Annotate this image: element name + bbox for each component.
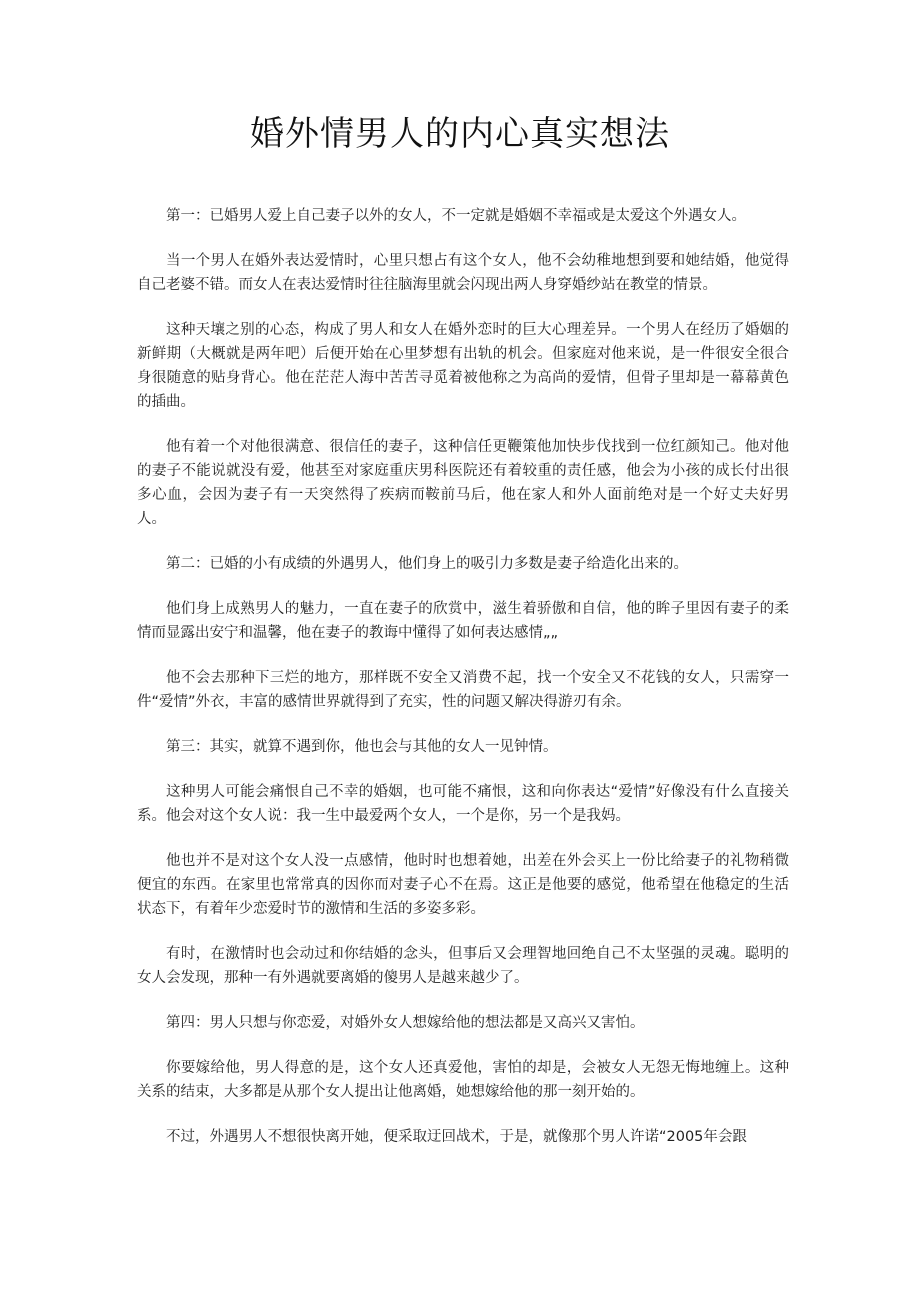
paragraph: 第一：已婚男人爱上自己妻子以外的女人，不一定就是婚姻不幸福或是太爱这个外遇女人。	[166, 208, 746, 224]
paragraph: 第二：已婚的小有成绩的外遇男人，他们身上的吸引力多数是妻子给造化出来的。	[166, 556, 688, 572]
paragraph: 他不会去那种下三烂的地方，那样既不安全又消费不起，找一个安全又不花钱的女人，只需穿一件“爱情”外衣，丰富的感情世界就得到了充实，性的问题又解决得游刃有余。	[137, 670, 789, 710]
paragraph: 有时，在激情时也会动过和你结婚的念头，但事后又会理智地回绝自己不太坚强的灵魂。聪明的女人会发现，那种一有外遇就要离婚的傻男人是越来越少了。	[137, 946, 789, 986]
paragraph: 他们身上成熟男人的魅力，一直在妻子的欣赏中，滋生着骄傲和自信，他的眸子里因有妻子的柔情而显露出安宁和温馨，他在妻子的教诲中懂得了如何表达感情„„	[137, 601, 789, 641]
paragraph: 第四：男人只想与你恋爱，对婚外女人想嫁给他的想法都是又高兴又害怕。	[166, 1015, 645, 1031]
paragraph: 不过，外遇男人不想很快离开她，便采取迂回战术，于是，就像那个男人许诺“2005年会跟	[166, 1129, 747, 1145]
document-title: 婚外情男人的内心真实想法	[250, 114, 670, 154]
paragraph: 他有着一个对他很满意、很信任的妻子，这种信任更鞭策他加快步伐找到一位红颜知己。他对他的妻子不能说就没有爱，他甚至对家庭重庆男科医院还有着较重的责任感，他会为小孩的成长付出很多心血，会因为妻子有一天突然得了疾病而鞍前马后，他在家人和外人面前绝对是一个好丈夫好男人。	[137, 439, 789, 527]
paragraph: 第三：其实，就算不遇到你，他也会与其他的女人一见钟情。	[166, 739, 558, 755]
paragraph: 这种男人可能会痛恨自己不幸的婚姻，也可能不痛恨，这和向你表达“爱情”好像没有什么直接关系。他会对这个女人说：我一生中最爱两个女人，一个是你，另一个是我妈。	[137, 784, 789, 824]
paragraph: 当一个男人在婚外表达爱情时，心里只想占有这个女人，他不会幼稚地想到要和她结婚，他觉得自己老婆不错。而女人在表达爱情时往往脑海里就会闪现出两人身穿婚纱站在教堂的情景。	[137, 253, 789, 293]
document-body	[137, 204, 789, 1170]
paragraph: 这种天壤之别的心态，构成了男人和女人在婚外恋时的巨大心理差异。一个男人在经历了婚姻的新鲜期（大概就是两年吧）后便开始在心里梦想有出轨的机会。但家庭对他来说，是一件很安全很合身很随意的贴身背心。他在茫茫人海中苦苦寻觅着被他称之为高尚的爱情，但骨子里却是一幕幕黄色的插曲。	[137, 322, 789, 410]
paragraph: 他也并不是对这个女人没一点感情，他时时也想着她，出差在外会买上一份比给妻子的礼物稍微便宜的东西。在家里也常常真的因你而对妻子心不在焉。这正是他要的感觉，他希望在他稳定的生活状态下，有着年少恋爱时节的激情和生活的多姿多彩。	[137, 853, 789, 917]
paragraph: 你要嫁给他，男人得意的是，这个女人还真爱他，害怕的却是，会被女人无怨无悔地缠上。这种关系的结束，大多都是从那个女人提出让他离婚，她想嫁给他的那一刻开始的。	[137, 1060, 789, 1100]
